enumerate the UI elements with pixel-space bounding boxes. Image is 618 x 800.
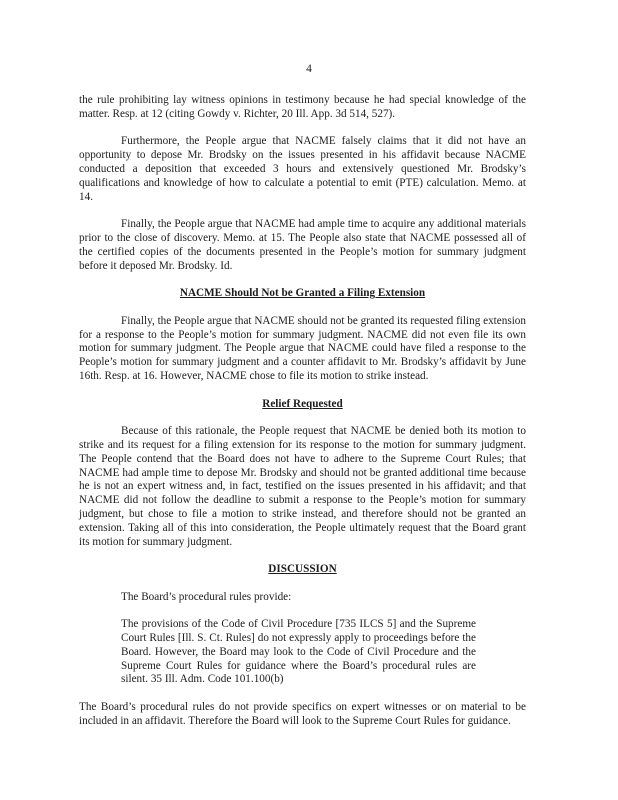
section-heading-filing-extension: NACME Should Not be Granted a Filing Extension xyxy=(179,287,426,300)
paragraph-continuation: the rule prohibiting lay witness opinions in testimony because he had special knowledge of the matter. Resp. at 12 (citing Gowdy v. Richter, 20 Ill. App. 3d 514, 527). xyxy=(79,94,526,120)
paragraph-guidance: The Board’s procedural rules do not provide specifics on expert witnesses or on material to be included in an affidavit. Therefore the Board will look to the Supreme Court Rules for guidance. xyxy=(79,701,526,727)
block-quote-procedural-rule: The provisions of the Code of Civil Procedure [735 ILCS 5] and the Supreme Court Rules [Ill. S. Ct. Rules] do not expressly apply to proceedings before the Board. However, the Board may look to the Code of Civil Procedure and the Supreme Court Rules for guidance where the Board’s procedural rules are silent. 35 Ill. Adm. Code 101.100(b) xyxy=(121,618,476,686)
paragraph-discovery-argument: Finally, the People argue that NACME had ample time to acquire any additional materials prior to the close of discovery. Memo. at 15. The People also state that NACME possessed all of the certified copies of the documents presented in the People’s motion for summary judgment before it deposed Mr. Brodsky. Id. xyxy=(79,218,526,272)
document-body xyxy=(79,94,526,741)
paragraph-procedural-rules-intro: The Board’s procedural rules provide: xyxy=(121,590,292,603)
paragraph-deposition-argument: Furthermore, the People argue that NACME falsely claims that it did not have an opportunity to depose Mr. Brodsky on the issues presented in his affidavit because NACME conducted a deposition that exceeded 3 hours and extensively questioned Mr. Brodsky’s qualifications and knowledge of how to calculate a potential to emit (PTE) calculation. Memo. at 14. xyxy=(79,135,526,203)
paragraph-relief-requested: Because of this rationale, the People request that NACME be denied both its motion to strike and its request for a filing extension for its response to the motion for summary judgment. The People contend that the Board does not have to adhere to the Supreme Court Rules; that NACME had ample time to depose Mr. Brodsky and should not be granted additional time because he is not an expert witness and, in fact, testified on the issues presented in his affidavit; and that NACME did not follow the deadline to submit a response to the People’s motion for summary judgment, but chose to file a motion to strike instead, and therefore should not be granted an extension. Taking all of this into consideration, the People ultimately request that the Board grant its motion for summary judgment. xyxy=(79,425,526,548)
paragraph-filing-extension: Finally, the People argue that NACME should not be granted its requested filing extension for a response to the People’s motion for summary judgment. NACME did not even file its own motion for summary judgment. The People argue that NACME could have filed a response to the People’s motion for summary judgment and a counter affidavit to Mr. Brodsky’s affidavit by June 16th. Resp. at 16. However, NACME chose to file its motion to strike instead. xyxy=(79,314,526,382)
section-heading-discussion: DISCUSSION xyxy=(268,563,337,576)
page-number: 4 xyxy=(306,63,312,75)
section-heading-relief-requested: Relief Requested xyxy=(262,397,343,410)
